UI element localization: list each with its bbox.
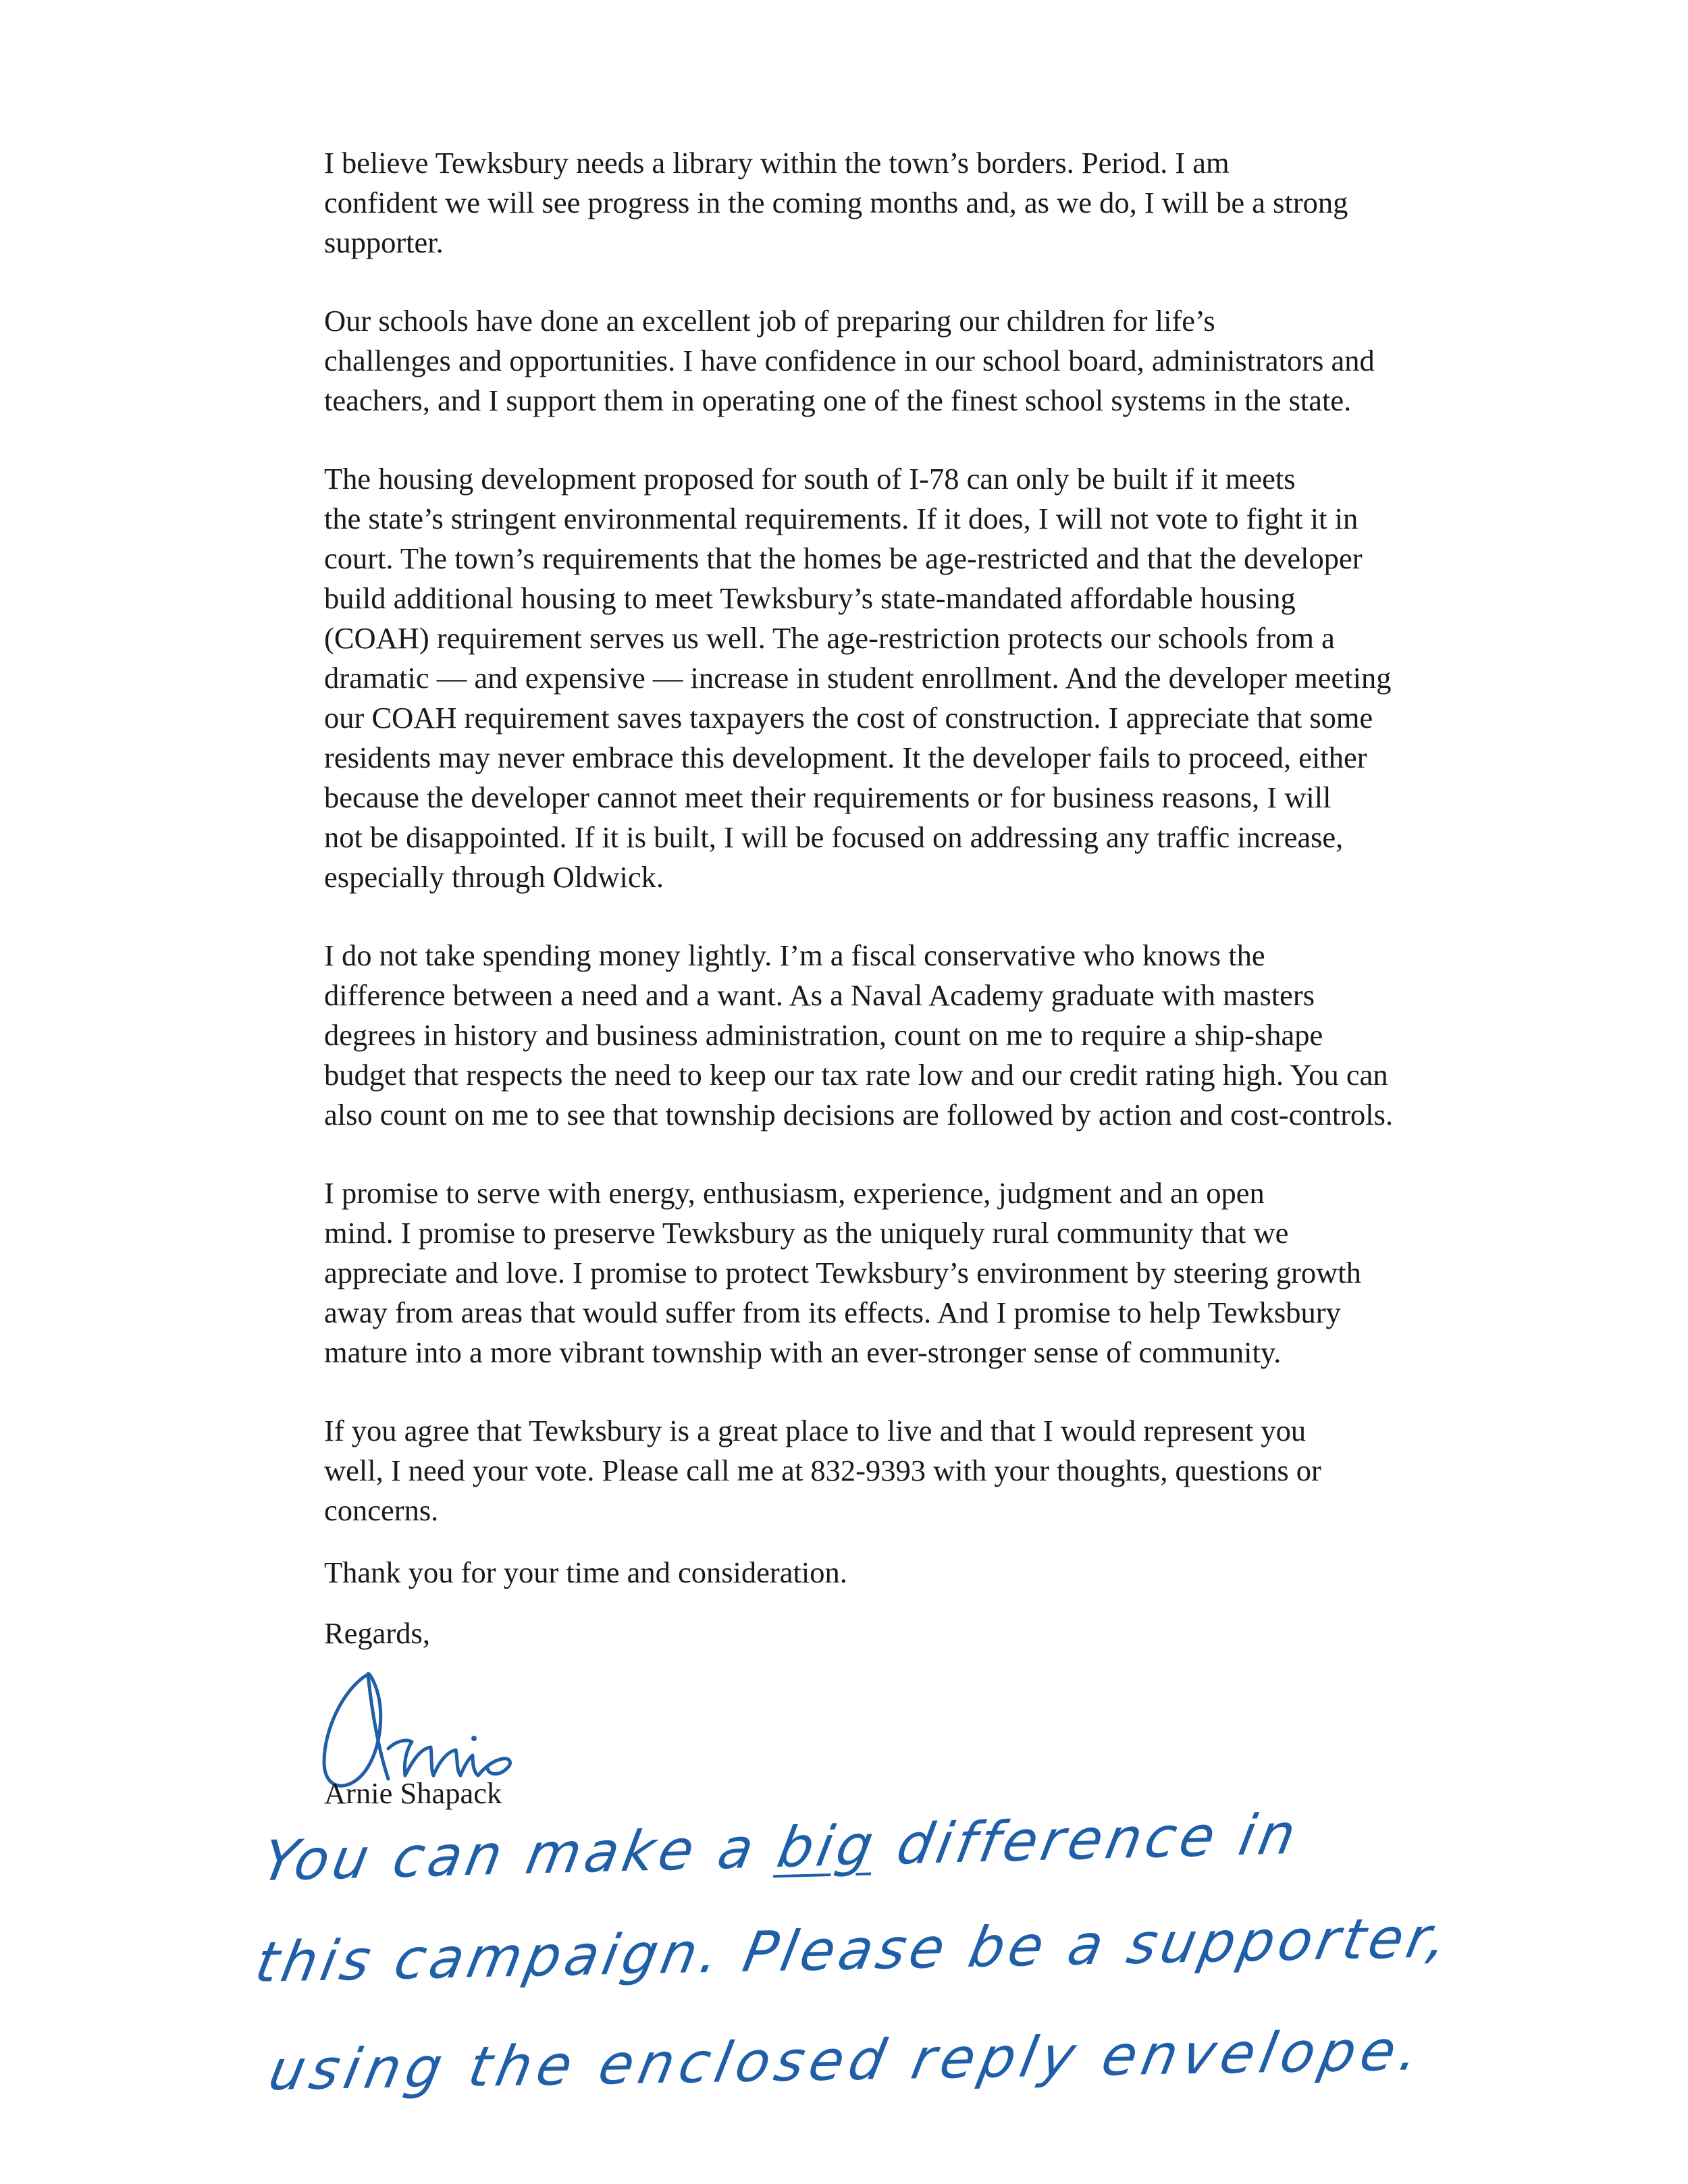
text-line: not be disappointed. If it is built, I will be focused on addressing any traffic increase, <box>324 820 1344 854</box>
text-line: I promise to serve with energy, enthusiasm, experience, judgment and an open <box>324 1176 1265 1210</box>
text-line: I do not take spending money lightly. I’m a fiscal conservative who knows the <box>324 938 1265 972</box>
paragraph-housing <box>250 459 1438 897</box>
text-line: build additional housing to meet Tewksbury’s state-mandated affordable housing <box>324 581 1296 615</box>
handwritten-text: You can make a <box>257 1815 785 1894</box>
paragraph-schools <box>250 301 1438 421</box>
paragraph-library <box>250 143 1438 263</box>
paragraph-vote <box>250 1411 1438 1530</box>
text-line: confident we will see progress in the coming months and, as we do, I will be a strong <box>324 186 1348 219</box>
text-line: residents may never embrace this development. It the developer fails to proceed, either <box>324 741 1367 774</box>
text-line: appreciate and love. I promise to protect Tewksbury’s environment by steering growth <box>324 1256 1361 1289</box>
text-line: The housing development proposed for south of I-78 can only be built if it meets <box>324 462 1296 496</box>
text-line: also count on me to see that township decisions are followed by action and cost-controls. <box>324 1098 1394 1131</box>
text-line: dramatic — and expensive — increase in student enrollment. And the developer meeting <box>324 661 1392 695</box>
text-line: our COAH requirement saves taxpayers the cost of construction. I appreciate that some <box>324 701 1373 735</box>
handwritten-line <box>257 1803 1304 1894</box>
closing-thanks: Thank you for your time and consideration. <box>324 1555 847 1589</box>
handwritten-line: using the enclosed reply envelope. <box>263 2019 1430 2104</box>
text-line: Our schools have done an excellent job of preparing our children for life’s <box>324 304 1215 338</box>
text-line: mind. I promise to preserve Tewksbury as the uniquely rural community that we <box>324 1216 1289 1250</box>
text-line: away from areas that would suffer from its effects. And I promise to help Tewksbury <box>324 1296 1341 1329</box>
text-line: degrees in history and business administration, count on me to require a ship-shape <box>324 1018 1323 1052</box>
closing-regards: Regards, <box>324 1616 430 1650</box>
text-line: court. The town’s requirements that the homes be age-restricted and that the developer <box>324 541 1363 575</box>
text-line: challenges and opportunities. I have confidence in our school board, administrators and <box>324 344 1375 377</box>
handwritten-underlined-word: big <box>772 1813 882 1881</box>
text-line: mature into a more vibrant township with an ever-stronger sense of community. <box>324 1335 1282 1369</box>
text-line: budget that respects the need to keep our tax rate low and our credit rating high. You can <box>324 1058 1388 1092</box>
paragraph-spending <box>250 936 1438 1135</box>
text-line: difference between a need and a want. As a Naval Academy graduate with masters <box>324 978 1315 1012</box>
signer-name: Arnie Shapack <box>324 1776 502 1810</box>
paragraph-promises <box>250 1173 1438 1373</box>
handwritten-text: difference in <box>870 1802 1304 1878</box>
text-line: the state’s stringent environmental requirements. If it does, I will not vote to fight it in <box>324 502 1359 535</box>
text-line: especially through Oldwick. <box>324 860 664 894</box>
text-line: teachers, and I support them in operating one of the finest school systems in the state. <box>324 383 1352 417</box>
text-line: well, I need your vote. Please call me at 832-9393 with your thoughts, questions or <box>324 1454 1321 1487</box>
text-line: because the developer cannot meet their requirements or for business reasons, I will <box>324 780 1331 814</box>
text-line: If you agree that Tewksbury is a great place to live and that I would represent you <box>324 1414 1307 1447</box>
text-line: concerns. <box>324 1493 439 1527</box>
text-line: (COAH) requirement serves us well. The age-restriction protects our schools from a <box>324 621 1335 655</box>
letter-body <box>250 143 1438 1569</box>
handwritten-line: this campaign. Please be a supporter, <box>250 1905 1457 1996</box>
text-line: I believe Tewksbury needs a library within the town’s borders. Period. I am <box>324 146 1230 180</box>
handwritten-note <box>243 1802 1457 2174</box>
text-line: supporter. <box>324 225 444 259</box>
